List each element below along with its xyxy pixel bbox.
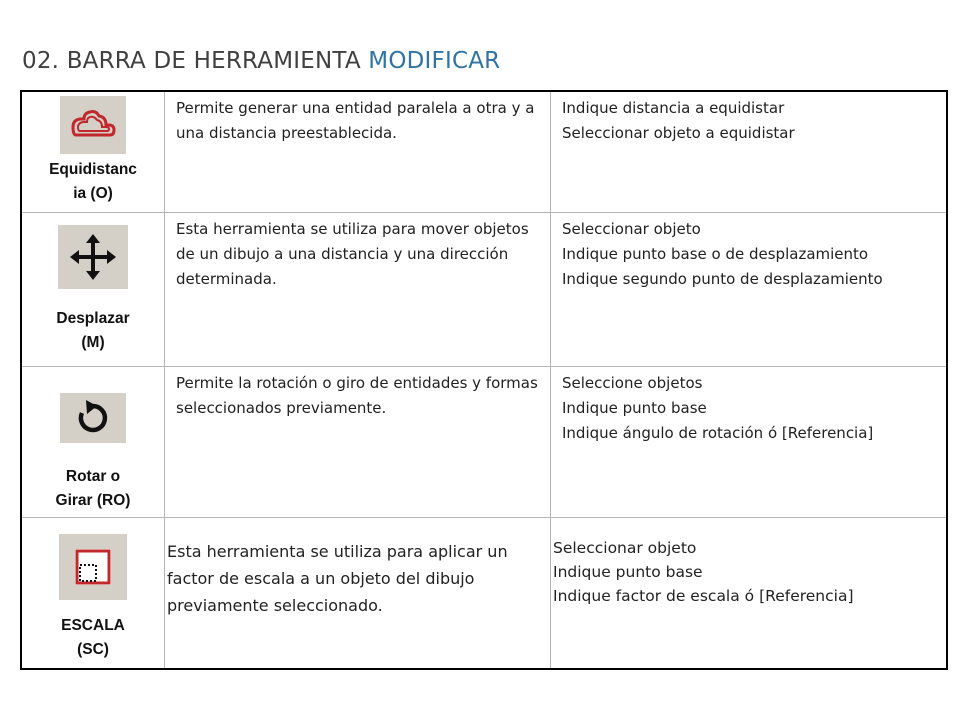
tool-name-line2: Girar (RO) xyxy=(55,492,131,509)
tool-name-line2: ia (O) xyxy=(73,185,113,202)
title-main: 02. BARRA DE HERRAMIENTA xyxy=(22,48,369,74)
page-title xyxy=(22,48,500,74)
tool-name xyxy=(22,614,164,662)
tool-steps xyxy=(551,213,946,292)
tool-steps xyxy=(551,367,946,446)
step-item: Seleccione objetos xyxy=(562,374,703,392)
table-row xyxy=(21,213,947,367)
move-arrows-icon xyxy=(58,225,128,289)
tool-name xyxy=(22,158,164,206)
step-item: Indique factor de escala ó [Referencia] xyxy=(553,587,854,605)
tool-name xyxy=(22,307,164,355)
offset-icon xyxy=(60,96,126,154)
modify-toolbar-table xyxy=(20,90,948,670)
steps-cell xyxy=(551,213,948,367)
tool-steps xyxy=(551,518,946,608)
description-cell xyxy=(165,213,551,367)
tool-steps xyxy=(551,92,946,146)
tool-name xyxy=(22,465,164,513)
step-item: Indique punto base o de desplazamiento xyxy=(562,245,869,263)
tool-cell xyxy=(21,518,165,670)
table-row xyxy=(21,367,947,518)
title-accent: MODIFICAR xyxy=(368,48,501,74)
step-item: Seleccionar objeto xyxy=(553,539,697,557)
tool-name-line2: (M) xyxy=(81,334,105,351)
step-item: Indique distancia a equidistar xyxy=(562,99,785,117)
description-cell xyxy=(165,91,551,213)
steps-cell xyxy=(551,367,948,518)
tool-cell xyxy=(21,91,165,213)
tool-description: Permite generar una entidad paralela a otra y a una distancia preestablecida. xyxy=(176,99,535,142)
steps-cell xyxy=(551,518,948,670)
step-item: Indique ángulo de rotación ó [Referencia] xyxy=(562,424,874,442)
table-row xyxy=(21,518,947,670)
tool-description: Esta herramienta se utiliza para mover objetos de un dibujo a una distancia y una dirección determinada. xyxy=(176,220,529,288)
scale-icon xyxy=(59,534,127,600)
table-row xyxy=(21,91,947,213)
step-item: Indique punto base xyxy=(562,399,707,417)
step-item: Indique segundo punto de desplazamiento xyxy=(562,270,883,288)
tool-description: Permite la rotación o giro de entidades y formas seleccionados previamente. xyxy=(176,374,538,417)
step-item: Seleccionar objeto xyxy=(562,220,701,238)
description-cell xyxy=(165,518,551,670)
tool-name-line1: ESCALA xyxy=(61,617,125,634)
step-item: Indique punto base xyxy=(553,563,703,581)
steps-cell xyxy=(551,91,948,213)
description-cell xyxy=(165,367,551,518)
tool-description: Esta herramienta se utiliza para aplicar un factor de escala a un objeto del dibujo previamente seleccionado. xyxy=(167,542,508,615)
tool-name-line2: (SC) xyxy=(77,641,109,658)
tool-name-line1: Desplazar xyxy=(56,310,130,327)
tool-cell xyxy=(21,367,165,518)
rotate-icon xyxy=(60,393,126,443)
step-item: Seleccionar objeto a equidistar xyxy=(562,124,795,142)
tool-name-line1: Equidistanc xyxy=(49,161,137,178)
tool-name-line1: Rotar o xyxy=(65,468,121,485)
tool-cell xyxy=(21,213,165,367)
